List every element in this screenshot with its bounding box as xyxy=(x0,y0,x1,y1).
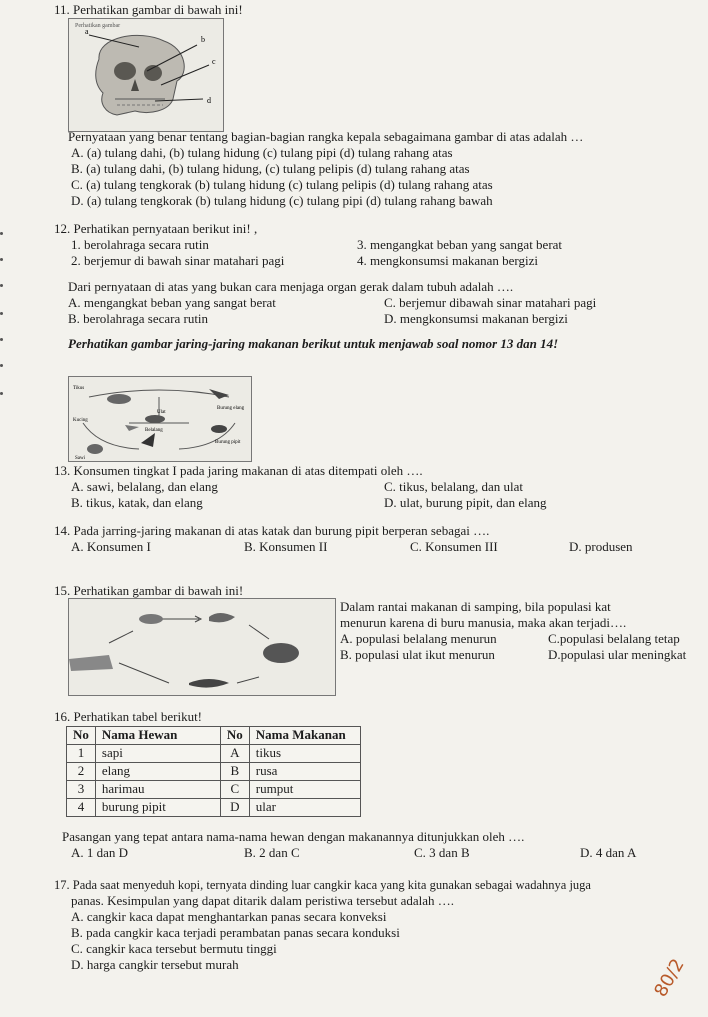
label-b: b xyxy=(201,35,205,44)
q17-option-d[interactable]: D. harga cangkir tersebut murah xyxy=(71,957,239,972)
food-web-figure xyxy=(68,376,252,462)
q12-statement-4: 4. mengkonsumsi makanan bergizi xyxy=(357,253,539,268)
q15-text-line2: menurun karena di buru manusia, maka akan terjadi…. xyxy=(340,615,627,630)
q16-header: 16. Perhatikan tabel berikut! xyxy=(54,709,203,724)
q13-question: 13. Konsumen tingkat I pada jaring makanan di atas ditempati oleh …. xyxy=(54,463,423,478)
q12-option-a[interactable]: A. mengangkat beban yang sangat berat xyxy=(68,295,276,310)
cell: burung pipit xyxy=(95,799,220,817)
cell: A xyxy=(220,745,249,763)
food-chain-figure xyxy=(68,598,336,696)
cell: 1 xyxy=(67,745,96,763)
cell: 4 xyxy=(67,799,96,817)
q15-option-c[interactable]: C.populasi belalang tetap xyxy=(548,631,680,646)
cell: tikus xyxy=(249,745,360,763)
q17-question: 17. Pada saat menyeduh kopi, ternyata dinding luar cangkir kaca yang kita gunakan sebagai wadahnya juga xyxy=(54,878,591,892)
web-label-pipit: Burung pipit xyxy=(215,440,241,445)
q15-option-b[interactable]: B. populasi ulat ikut menurun xyxy=(340,647,495,662)
figure-caption: Perhatikan gambar xyxy=(75,23,121,29)
binding-dot xyxy=(0,338,3,341)
q12-statement-2: 2. berjemur di bawah sinar matahari pagi xyxy=(71,253,285,268)
web-label-kucing: Kucing xyxy=(73,418,88,423)
q12-question: Dari pernyataan di atas yang bukan cara menjaga organ gerak dalam tubuh adalah …. xyxy=(68,279,514,294)
q16-question: Pasangan yang tepat antara nama-nama hewan dengan makanannya ditunjukkan oleh …. xyxy=(62,829,525,844)
q11-option-b[interactable]: B. (a) tulang dahi, (b) tulang hidung, (c) tulang pelipis (d) tulang rahang atas xyxy=(71,161,470,176)
q11-header: 11. Perhatikan gambar di bawah ini! xyxy=(54,2,243,17)
binding-dot xyxy=(0,258,3,261)
q14-option-c[interactable]: C. Konsumen III xyxy=(410,539,498,554)
q16-option-d[interactable]: D. 4 dan A xyxy=(580,845,637,860)
label-a: a xyxy=(85,27,89,36)
q11-question: Pernyataan yang benar tentang bagian-bagian rangka kepala sebagaimana gambar di atas adalah … xyxy=(68,129,584,144)
food-web-instruction: Perhatikan gambar jaring-jaring makanan berikut untuk menjawab soal nomor 13 dan 14! xyxy=(68,336,559,351)
cell: 2 xyxy=(67,763,96,781)
cell: rusa xyxy=(249,763,360,781)
web-label-ulat: Ulat xyxy=(157,410,166,415)
q16-option-c[interactable]: C. 3 dan B xyxy=(414,845,470,860)
binding-dot xyxy=(0,284,3,287)
q12-header: 12. Perhatikan pernyataan berikut ini! , xyxy=(54,221,258,236)
q12-option-c[interactable]: C. berjemur dibawah sinar matahari pagi xyxy=(384,295,597,310)
q12-option-d[interactable]: D. mengkonsumsi makanan bergizi xyxy=(384,311,568,326)
q14-option-b[interactable]: B. Konsumen II xyxy=(244,539,328,554)
q14-question: 14. Pada jarring-jaring makanan di atas katak dan burung pipit berperan sebagai …. xyxy=(54,523,490,538)
table-row xyxy=(67,745,361,763)
q13-option-a[interactable]: A. sawi, belalang, dan elang xyxy=(71,479,218,494)
q12-option-b[interactable]: B. berolahraga secara rutin xyxy=(68,311,209,326)
q15-option-d[interactable]: D.populasi ular meningkat xyxy=(548,647,687,662)
q15-header: 15. Perhatikan gambar di bawah ini! xyxy=(54,583,244,598)
skull-figure xyxy=(68,18,224,132)
q13-option-b[interactable]: B. tikus, katak, dan elang xyxy=(71,495,203,510)
table-row xyxy=(67,799,361,817)
binding-dot xyxy=(0,364,3,367)
cell: rumput xyxy=(249,781,360,799)
binding-dot xyxy=(0,392,3,395)
q11-option-d[interactable]: D. (a) tulang tengkorak (b) tulang hidung (c) tulang pipi (d) tulang rahang bawah xyxy=(71,193,493,208)
web-label-belalang: Belalang xyxy=(145,428,163,433)
cell: elang xyxy=(95,763,220,781)
web-label-tikus: Tikus xyxy=(73,386,85,391)
q11-option-c[interactable]: C. (a) tulang tengkorak (b) tulang hidung (c) tulang pelipis (d) tulang rahang atas xyxy=(71,177,493,192)
q15-text-line1: Dalam rantai makanan di samping, bila populasi kat xyxy=(340,599,611,614)
label-c: c xyxy=(212,57,216,66)
q14-option-d[interactable]: D. produsen xyxy=(569,539,633,554)
binding-dot xyxy=(0,232,3,235)
table-header-row xyxy=(67,727,361,745)
cell: 3 xyxy=(67,781,96,799)
cell: C xyxy=(220,781,249,799)
q16-option-a[interactable]: A. 1 dan D xyxy=(71,845,129,860)
q14-option-a[interactable]: A. Konsumen I xyxy=(71,539,151,554)
col-no-2: No xyxy=(220,727,249,745)
q12-statement-3: 3. mengangkat beban yang sangat berat xyxy=(357,237,563,252)
col-nama-makanan: Nama Makanan xyxy=(249,727,360,745)
cell: D xyxy=(220,799,249,817)
binding-dot xyxy=(0,312,3,315)
cell: B xyxy=(220,763,249,781)
table-row xyxy=(67,781,361,799)
col-no: No xyxy=(67,727,96,745)
q17-option-c[interactable]: C. cangkir kaca tersebut bermutu tinggi xyxy=(71,941,277,956)
q17-question-line2: panas. Kesimpulan yang dapat ditarik dalam peristiwa tersebut adalah …. xyxy=(71,893,455,908)
web-label-sawi: Sawi xyxy=(75,456,85,461)
q17-option-b[interactable]: B. pada cangkir kaca terjadi perambatan panas secara konduksi xyxy=(71,925,400,940)
q17-option-a[interactable]: A. cangkir kaca dapat menghantarkan panas secara konveksi xyxy=(71,909,387,924)
table-row xyxy=(67,763,361,781)
q13-option-c[interactable]: C. tikus, belalang, dan ulat xyxy=(384,479,524,494)
handwritten-mark: 80/2 xyxy=(650,955,689,1001)
cell: ular xyxy=(249,799,360,817)
food-table xyxy=(66,726,361,817)
cell: harimau xyxy=(95,781,220,799)
q15-option-a[interactable]: A. populasi belalang menurun xyxy=(340,631,497,646)
web-label-elang: Burung elang xyxy=(217,406,245,411)
cell: sapi xyxy=(95,745,220,763)
q12-statement-1: 1. berolahraga secara rutin xyxy=(71,237,209,252)
q16-option-b[interactable]: B. 2 dan C xyxy=(244,845,300,860)
label-d: d xyxy=(207,96,211,105)
q13-option-d[interactable]: D. ulat, burung pipit, dan elang xyxy=(384,495,547,510)
col-nama-hewan: Nama Hewan xyxy=(95,727,220,745)
q11-option-a[interactable]: A. (a) tulang dahi, (b) tulang hidung (c) tulang pipi (d) tulang rahang atas xyxy=(71,145,453,160)
